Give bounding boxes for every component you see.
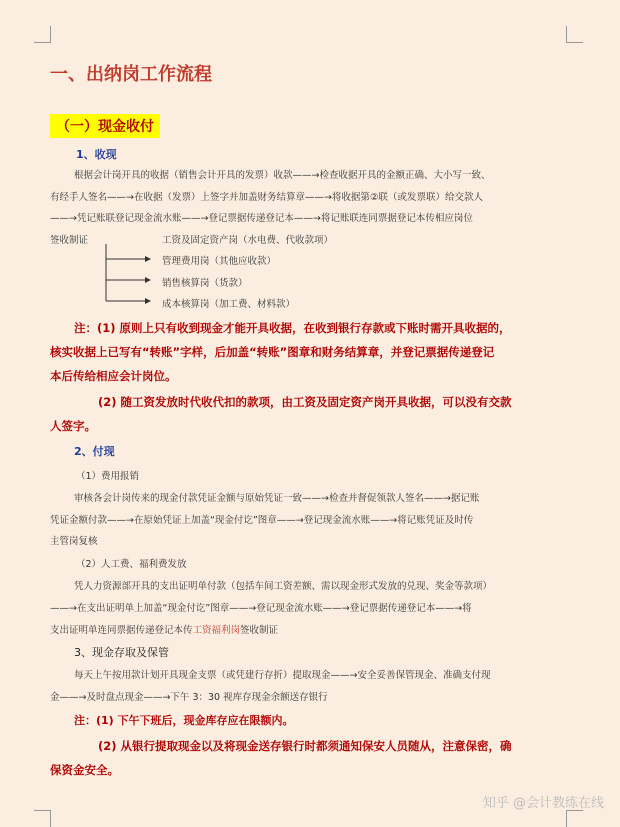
watermark bbox=[483, 792, 604, 811]
storage-note-2-line-2: 保资金安全。 bbox=[50, 763, 119, 777]
pay-item-2-heading: （2）人工费、福利费发放 bbox=[76, 559, 187, 570]
pay-item-2-line-3-post: 签收制证 bbox=[240, 625, 279, 636]
pay-item-1-line-2: 凭证金额付款——→在原始凭证上加盖“现金付讫”图章——→登记现金流水账——→将记账凭证及时传 bbox=[50, 515, 474, 526]
pay-item-2-line-1: 凭人力资源部开具的支出证明单付款（包括车间工资差额、需以现金形式发放的兑现、奖金等款项） bbox=[74, 581, 493, 592]
collect-note-1-line-3: 本后传给相应会计岗位。 bbox=[50, 369, 177, 383]
branch-item-3: 销售核算岗（货款） bbox=[162, 278, 248, 289]
subheading-storage: 3、现金存取及保管 bbox=[74, 646, 169, 659]
pay-item-1-heading: （1）费用报销 bbox=[76, 471, 140, 482]
pay-item-2-line-3 bbox=[50, 622, 278, 636]
branch-item-1: 工资及固定资产岗（水电费、代收款项） bbox=[162, 235, 334, 246]
collect-line-1: 根据会计岗开具的收据（销售会计开具的发票）收款——→检查收据开具的金额正确、大小写一致、 bbox=[74, 170, 491, 181]
storage-line-1: 每天上午按用款计划开具现金支票（或凭建行存折）提取现金——→安全妥善保管现金、准确支付现 bbox=[74, 670, 491, 681]
collect-note-1-line-1: 注：(1) 原则上只有收到现金才能开具收据，在收到银行存款或下账时需开具收据的， bbox=[74, 321, 511, 335]
pay-item-2-line-2: ——→在支出证明单上加盖“现金付讫”图章——→登记现金流水账——→登记票据传递登记本——→将 bbox=[50, 603, 472, 614]
document-title: 一、出纳岗工作流程 bbox=[50, 64, 212, 85]
collect-line-2: 有经手人签名——→在收据（发票）上签字并加盖财务结算章——→将收据第②联（或发票联）给交款人 bbox=[50, 192, 483, 203]
pay-item-2-line-3-pre: 支出证明单连同票据传递登记本传 bbox=[50, 625, 193, 636]
pay-item-1-line-1: 审核各会计岗传来的现金付款凭证金额与原始凭证一致——→检查并督促领款人签名——→据记账 bbox=[74, 493, 480, 504]
pay-item-2-highlight: 工资福利岗 bbox=[192, 625, 241, 636]
storage-note-1: 注：(1) 下午下班后，现金库存应在限额内。 bbox=[74, 714, 294, 727]
collect-note-1-line-2: 核实收据上已写有“转账”字样，后加盖“转账”图章和财务结算章，并登记票据传递登记 bbox=[50, 345, 495, 359]
subheading-pay: 2、付现 bbox=[74, 445, 115, 458]
collect-note-2-line-1: (2) 随工资发放时代收代扣的款项，由工资及固定资产岗开具收据，可以没有交款 bbox=[98, 395, 512, 409]
subheading-collect: 1、收现 bbox=[76, 148, 117, 161]
storage-note-2-line-1: (2) 从银行提取现金以及将现金送存银行时都须通知保安人员随从，注意保密，确 bbox=[98, 739, 512, 753]
collect-line-3: ——→凭记账联登记现金流水账——→登记票据传递登记本——→将记账联连同票据登记本传相应岗位 bbox=[50, 213, 473, 224]
pay-item-1-line-3: 主管岗复核 bbox=[50, 536, 98, 547]
storage-line-2: 金——→及时盘点现金——→下午 3：30 视库存现金余额送存银行 bbox=[50, 692, 328, 703]
collect-line-4: 签收制证 bbox=[50, 235, 89, 246]
branch-item-2: 管理费用岗（其他应收款） bbox=[162, 256, 277, 267]
section-heading-cash: （一）现金收付 bbox=[50, 114, 160, 138]
collect-note-2-line-2: 人签字。 bbox=[50, 419, 96, 433]
watermark-text: 知乎 @会计教练在线 bbox=[482, 796, 604, 811]
branch-item-4: 成本核算岗（加工费、材料款） bbox=[162, 299, 296, 310]
